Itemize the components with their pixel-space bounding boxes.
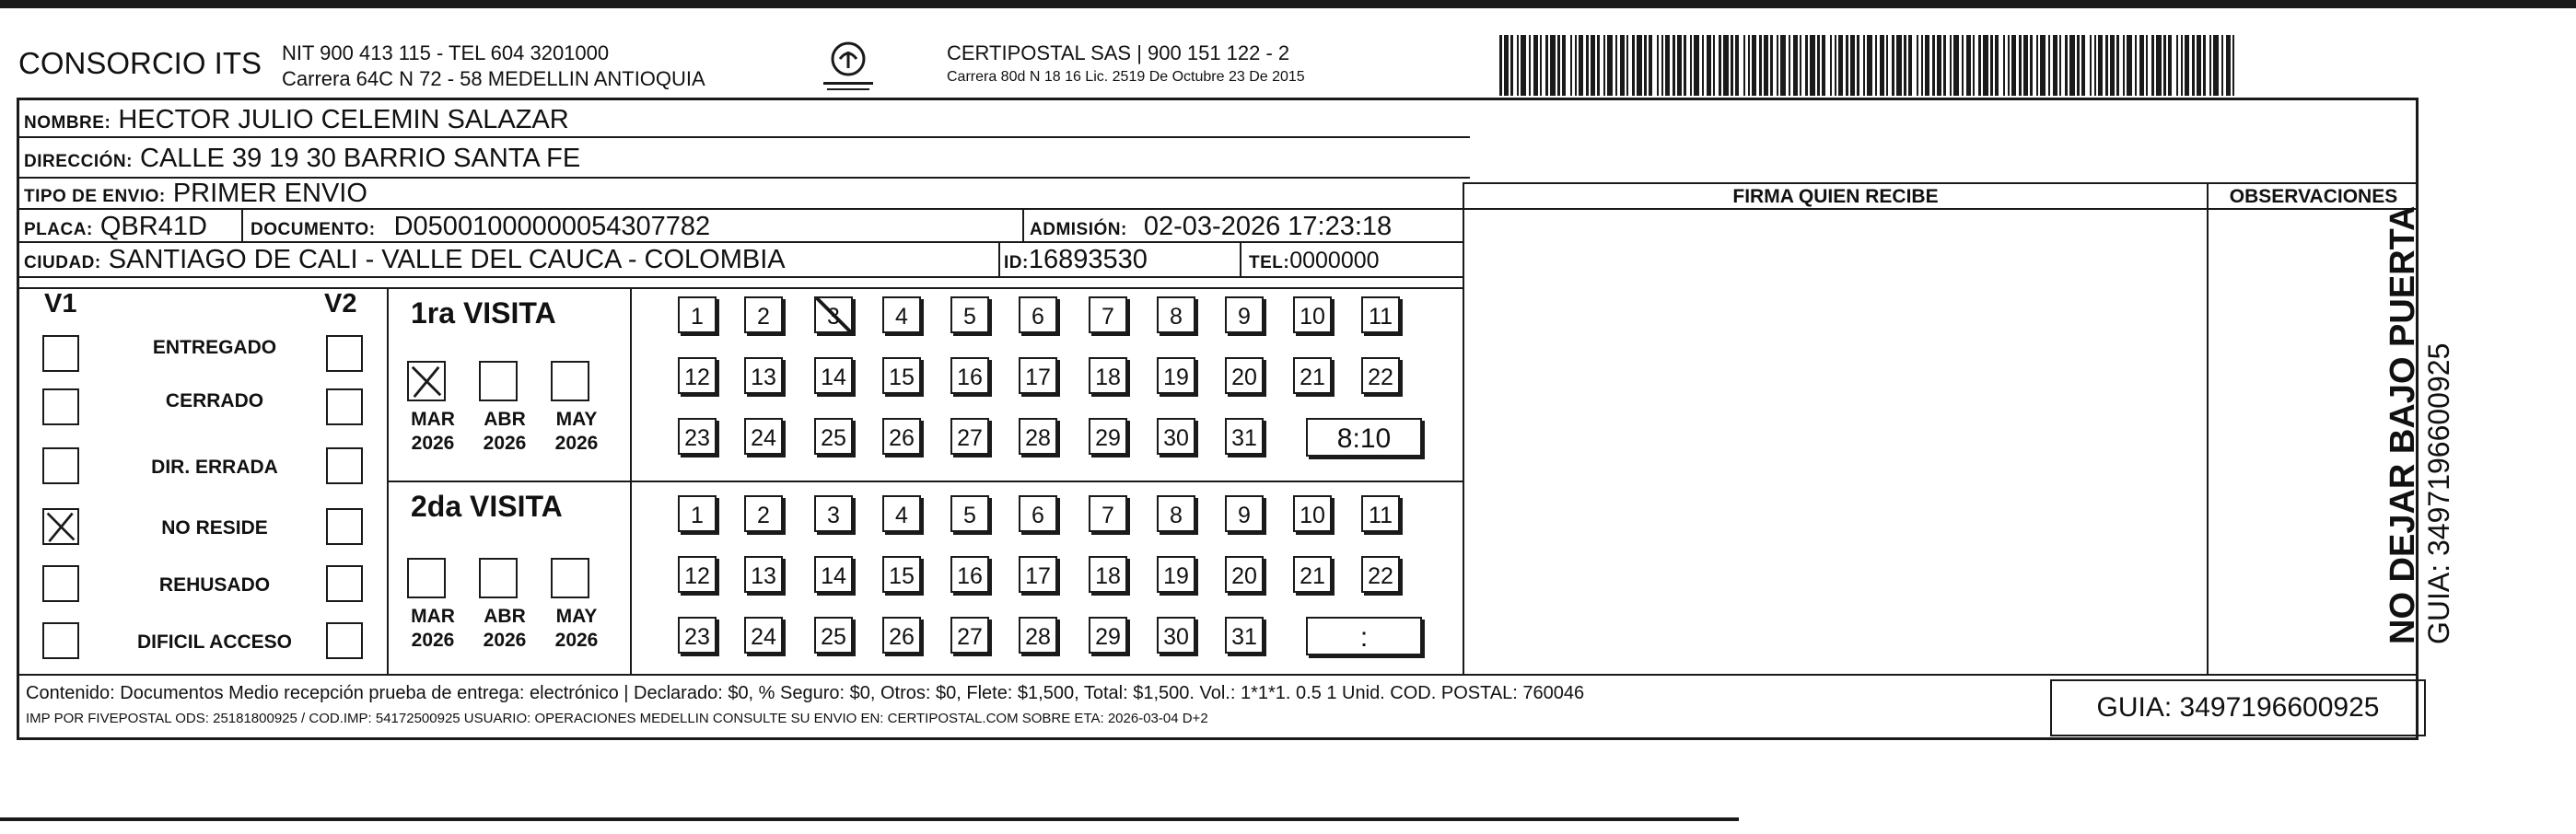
barcode-bar	[2105, 35, 2108, 96]
barcode-bar	[2065, 35, 2068, 96]
barcode-bar	[1995, 35, 1999, 96]
first-visit-day: 28	[1019, 418, 1057, 455]
second-visit-day: 25	[814, 617, 853, 654]
year-label: 2026	[483, 630, 527, 651]
barcode-bar	[1838, 35, 1843, 96]
barcode-bar	[1591, 35, 1595, 96]
status-label: DIFICIL ACCESO	[136, 631, 292, 653]
first-visit-day: 18	[1089, 357, 1127, 394]
second-visit-day: 22	[1361, 556, 1400, 593]
second-visit-month-box	[479, 558, 518, 598]
barcode-bar	[1665, 35, 1670, 96]
v2-checkbox	[326, 508, 363, 545]
no-dejar-warning: NO DEJAR BAJO PUERTA	[2384, 205, 2422, 644]
barcode-bar	[1533, 35, 1538, 96]
first-visit-day: 29	[1089, 418, 1127, 455]
barcode-bar	[2094, 35, 2096, 96]
v2-checkbox	[326, 622, 363, 659]
documento-cell	[251, 212, 710, 245]
barcode-bar	[1657, 35, 1659, 96]
first-visit-day: 11	[1361, 296, 1400, 333]
guia-box: GUIA: 3497196600925	[2050, 679, 2426, 736]
barcode-bar	[1557, 35, 1560, 96]
second-visit-day: 28	[1019, 617, 1057, 654]
year-label: 2026	[554, 630, 599, 651]
visit-split-line	[387, 481, 1464, 482]
barcode-bar	[1707, 35, 1711, 96]
second-visit-day: 11	[1361, 495, 1400, 532]
barcode-bar	[1950, 35, 1952, 96]
barcode-bar	[1504, 35, 1509, 96]
tipo-row	[24, 179, 367, 212]
second-visit-day: 13	[744, 556, 783, 593]
first-visit-day: 13	[744, 357, 783, 394]
second-visit-day: 17	[1019, 556, 1057, 593]
barcode-bar	[2048, 35, 2050, 96]
address-line: Carrera 64C N 72 - 58 MEDELLIN ANTIOQUIA	[282, 67, 705, 90]
barcode-bar	[1529, 35, 1531, 96]
barcode-bar	[1540, 35, 1542, 96]
barcode-bar	[1661, 35, 1663, 96]
barcode-bar	[1937, 35, 1941, 96]
barcode-bar	[2163, 35, 2166, 96]
barcode-bar	[1908, 35, 1912, 96]
first-visit-day: 9	[1225, 296, 1264, 333]
barcode-bar	[1793, 35, 1798, 96]
barcode-bar	[1921, 35, 1923, 96]
tipo-value: PRIMER ENVIO	[172, 179, 367, 208]
second-visit-day: 2	[744, 495, 783, 532]
barcode-bar	[1684, 35, 1686, 96]
first-visit-day: 21	[1293, 357, 1332, 394]
barcode-bar	[2003, 35, 2005, 96]
barcode-bar	[1822, 35, 1825, 96]
direccion-value: CALLE 39 19 30 BARRIO SANTA FE	[140, 144, 581, 173]
barcode-bar	[1810, 35, 1815, 96]
nombre-label: NOMBRE:	[24, 113, 111, 133]
ciudad-cell	[24, 245, 786, 278]
barcode-bar	[1644, 35, 1647, 96]
v2-checkbox	[326, 447, 363, 484]
status-label: NO RESIDE	[161, 517, 268, 539]
barcode-bar	[1620, 35, 1625, 96]
barcode-bar	[1896, 35, 1902, 96]
year-label: 2026	[483, 433, 527, 454]
tel-cell	[1249, 245, 1380, 278]
barcode-bar	[1677, 35, 1682, 96]
barcode-bar	[1850, 35, 1855, 96]
barcode-bar	[1925, 35, 1929, 96]
first-visit-day: 25	[814, 418, 853, 455]
footer-print-line: IMP POR FIVEPOSTAL ODS: 25181800925 / COD.IMP: 54172500925 USUARIO: OPERACIONES MEDELLIN CONSULTE SU ENVIO EN: CERTIPOSTAL.COM SOBRE ETA: 2026-03-04 D+2	[26, 711, 1208, 726]
barcode-bar	[1690, 35, 1692, 96]
month-label: MAY	[555, 409, 598, 430]
barcode-bar	[2226, 35, 2231, 96]
ciudad-label: CIUDAD:	[24, 253, 101, 272]
first-visit-day: 1	[678, 296, 717, 333]
barcode-bar	[2146, 35, 2148, 96]
barcode-bar	[1607, 35, 1613, 96]
ciudad-value: SANTIAGO DE CALI - VALLE DEL CAUCA - COLOMBIA	[108, 245, 786, 274]
first-visit-day: 5	[950, 296, 989, 333]
cell-divider	[1240, 243, 1241, 276]
second-visit-day: 8	[1157, 495, 1195, 532]
barcode-bar	[2232, 35, 2234, 96]
tel-label: TEL:	[1249, 253, 1290, 272]
barcode-bar	[1597, 35, 1600, 96]
footer-line	[17, 674, 2419, 676]
first-visit-day: 14	[814, 357, 853, 394]
second-visit-day: 23	[678, 617, 717, 654]
placa-value: QBR41D	[99, 212, 207, 241]
second-visit-day: 26	[882, 617, 921, 654]
second-visit-day: 21	[1293, 556, 1332, 593]
second-visit-day: 3	[814, 495, 853, 532]
barcode-bar	[1789, 35, 1790, 96]
first-visit-month-box	[479, 361, 518, 401]
year-label: 2026	[411, 433, 455, 454]
row-divider	[17, 208, 2419, 210]
courier-info	[947, 41, 1305, 88]
barcode-bar	[1990, 35, 1993, 96]
barcode-bar	[1748, 35, 1750, 96]
barcode-bar	[2181, 35, 2183, 96]
first-visit-day: 22	[1361, 357, 1400, 394]
barcode-bar	[1550, 35, 1556, 96]
barcode-bar	[2008, 35, 2010, 96]
barcode-bar	[1713, 35, 1715, 96]
barcode-bar	[1846, 35, 1848, 96]
v2-checkbox	[326, 335, 363, 372]
barcode-bar	[1521, 35, 1526, 96]
barcode-bar	[1752, 35, 1756, 96]
barcode-bar	[2030, 35, 2033, 96]
v1-checkbox	[42, 447, 79, 484]
first-visit-day: 3	[814, 296, 853, 333]
barcode-bar	[2090, 35, 2092, 96]
second-visit-day: 10	[1293, 495, 1332, 532]
first-visit-day: 30	[1157, 418, 1195, 455]
v2-checkbox	[326, 565, 363, 602]
second-visit-title: 2da VISITA	[411, 490, 563, 523]
tel-value: 0000000	[1289, 248, 1380, 273]
barcode-bar	[1719, 35, 1721, 96]
cell-divider	[241, 210, 243, 241]
month-label: MAR	[411, 409, 455, 430]
frame-edge	[2417, 138, 2419, 182]
barcode-bar	[1863, 35, 1865, 96]
observaciones-header: OBSERVACIONES	[2229, 186, 2398, 207]
barcode-bar	[1649, 35, 1652, 96]
barcode-bar	[1777, 35, 1778, 96]
barcode-bar	[1770, 35, 1773, 96]
barcode-bar	[2077, 35, 2080, 96]
barcode-bar	[1780, 35, 1786, 96]
first-visit-day: 31	[1225, 418, 1264, 455]
barcode-bar	[1570, 35, 1572, 96]
barcode-bar	[1499, 35, 1502, 96]
barcode-bar	[2011, 35, 2016, 96]
first-visit-day: 2	[744, 296, 783, 333]
second-visit-day: 1	[678, 495, 717, 532]
tipo-label: TIPO DE ENVIO:	[24, 187, 166, 206]
first-visit-month-box	[551, 361, 589, 401]
nit-line: NIT 900 413 115 - TEL 604 3201000	[282, 41, 610, 64]
second-visit-day: 30	[1157, 617, 1195, 654]
top-border	[0, 0, 2576, 8]
barcode-bar	[2023, 35, 2028, 96]
barcode-bar	[2123, 35, 2125, 96]
barcode-bar	[1904, 35, 1906, 96]
v1-checkbox	[42, 565, 79, 602]
placa-cell	[24, 212, 207, 245]
barcode-bar	[1615, 35, 1617, 96]
documento-label: DOCUMENTO:	[251, 220, 376, 239]
barcode-bar	[1632, 35, 1635, 96]
second-visit-month-box	[551, 558, 589, 598]
second-visit-day: 7	[1089, 495, 1127, 532]
barcode-bar	[2053, 35, 2057, 96]
footer-content-line: Contenido: Documentos Medio recepción prueba de entrega: electrónico | Declarado: $0, % Seguro: $0, Otros: $0, Flete: $1,500, Total: $1,500. Vol.: 1*1*1. 0.5 1 Unid. COD. POSTAL: 760046	[26, 683, 1585, 703]
second-visit-day: 5	[950, 495, 989, 532]
v1-header: V1	[44, 289, 77, 319]
v2-checkbox	[326, 388, 363, 425]
barcode-bar	[2116, 35, 2119, 96]
nombre-row	[24, 105, 569, 138]
first-visit-day: 7	[1089, 296, 1127, 333]
first-visit-day: 4	[882, 296, 921, 333]
second-visit-day: 31	[1225, 617, 1264, 654]
direccion-row	[24, 144, 580, 177]
first-visit-day: 23	[678, 418, 717, 455]
year-label: 2026	[554, 433, 599, 454]
first-visit-day: 16	[950, 357, 989, 394]
barcode-bar	[1962, 35, 1964, 96]
barcode-bar	[1545, 35, 1548, 96]
id-label: ID:	[1004, 253, 1029, 272]
second-visit-day: 15	[882, 556, 921, 593]
barcode-bar	[1835, 35, 1836, 96]
certipostal-logo	[818, 39, 879, 101]
barcode-bar	[2213, 35, 2219, 96]
barcode-bar	[1562, 35, 1566, 96]
side-text	[2384, 206, 2455, 644]
barcode-bar	[1626, 35, 1628, 96]
barcode-bar	[1943, 35, 1946, 96]
barcode-bar	[1575, 35, 1577, 96]
status-label: ENTREGADO	[152, 337, 277, 358]
barcode-bar	[1800, 35, 1801, 96]
second-visit-day: 19	[1157, 556, 1195, 593]
barcode-bar	[1759, 35, 1762, 96]
barcode-bar	[1702, 35, 1704, 96]
month-label: ABR	[484, 606, 526, 627]
second-visit-month-box	[407, 558, 446, 598]
barcode-bar	[2185, 35, 2189, 96]
barcode-bar	[2040, 35, 2046, 96]
first-visit-day: 8	[1157, 296, 1195, 333]
second-visit-day: 24	[744, 617, 783, 654]
barcode-bar	[1983, 35, 1988, 96]
barcode-bar	[2176, 35, 2178, 96]
second-visit-day: 16	[950, 556, 989, 593]
v1-checkbox	[42, 335, 79, 372]
v1-checkbox	[42, 508, 79, 545]
barcode-bar	[1953, 35, 1959, 96]
firma-header: FIRMA QUIEN RECIBE	[1732, 186, 1939, 207]
barcode-bar	[2019, 35, 2022, 96]
firma-column-divider	[1463, 182, 1464, 674]
barcode-bar	[1886, 35, 1888, 96]
cell-divider	[998, 243, 1000, 276]
id-cell	[1004, 245, 1148, 278]
barcode-bar	[1735, 35, 1739, 96]
first-visit-day: 17	[1019, 357, 1057, 394]
barcode-bar	[1932, 35, 1935, 96]
barcode-bar	[1875, 35, 1877, 96]
barcode-bar	[2036, 35, 2038, 96]
company-name: CONSORCIO ITS	[18, 46, 262, 80]
courier-address: Carrera 80d N 18 16 Lic. 2519 De Octubre 23 De 2015	[947, 69, 1305, 85]
first-visit-day: 19	[1157, 357, 1195, 394]
row-divider	[17, 287, 1464, 289]
columns-header-line	[1464, 182, 2419, 184]
first-visit-day: 26	[882, 418, 921, 455]
first-visit-day: 10	[1293, 296, 1332, 333]
id-value: 16893530	[1028, 245, 1148, 274]
company-info	[282, 41, 705, 92]
second-visit-day: 6	[1019, 495, 1057, 532]
barcode	[1499, 35, 2238, 96]
first-visit-day: 12	[678, 357, 717, 394]
barcode-bar	[2151, 35, 2154, 96]
barcode-bar	[1973, 35, 1975, 96]
barcode-bar	[1966, 35, 1971, 96]
month-label: MAR	[411, 606, 455, 627]
first-visit-day: 15	[882, 357, 921, 394]
second-visit-day: 27	[950, 617, 989, 654]
first-visit-month-box	[407, 361, 446, 401]
status-label: DIR. ERRADA	[151, 457, 278, 478]
barcode-bar	[1723, 35, 1729, 96]
barcode-bar	[1917, 35, 1918, 96]
second-visit-day: 14	[814, 556, 853, 593]
barcode-bar	[1694, 35, 1699, 96]
second-visit-day: 12	[678, 556, 717, 593]
barcode-bar	[1867, 35, 1872, 96]
barcode-bar	[1517, 35, 1519, 96]
barcode-bar	[2192, 35, 2195, 96]
second-visit-day: 9	[1225, 495, 1264, 532]
first-visit-day: 24	[744, 418, 783, 455]
admision-value: 02-03-2026 17:23:18	[1143, 212, 1393, 241]
barcode-bar	[1830, 35, 1832, 96]
first-visit-time: 8:10	[1306, 418, 1422, 457]
observaciones-column-divider	[2207, 182, 2209, 674]
second-visit-day: 20	[1225, 556, 1264, 593]
bottom-border	[0, 817, 1739, 821]
direccion-label: DIRECCIÓN:	[24, 152, 133, 171]
barcode-bar	[1603, 35, 1605, 96]
month-label: MAY	[555, 606, 598, 627]
barcode-bar	[2069, 35, 2075, 96]
barcode-bar	[1764, 35, 1768, 96]
barcode-bar	[1579, 35, 1583, 96]
barcode-bar	[1673, 35, 1675, 96]
barcode-bar	[2209, 35, 2211, 96]
barcode-bar	[2127, 35, 2132, 96]
documento-value: D05001000000054307782	[393, 212, 711, 241]
courier-line: CERTIPOSTAL SAS | 900 151 122 - 2	[947, 41, 1290, 64]
barcode-bar	[1892, 35, 1894, 96]
barcode-bar	[2110, 35, 2115, 96]
second-visit-day: 4	[882, 495, 921, 532]
barcode-bar	[2203, 35, 2206, 96]
barcode-bar	[2221, 35, 2223, 96]
first-visit-day: 20	[1225, 357, 1264, 394]
admision-label: ADMISIÓN:	[1030, 220, 1127, 239]
barcode-bar	[1805, 35, 1808, 96]
barcode-bar	[2135, 35, 2137, 96]
barcode-bar	[2156, 35, 2162, 96]
nombre-value: HECTOR JULIO CELEMIN SALAZAR	[118, 105, 569, 134]
barcode-bar	[2098, 35, 2103, 96]
first-visit-day: 27	[950, 418, 989, 455]
barcode-bar	[2168, 35, 2172, 96]
barcode-bar	[1637, 35, 1642, 96]
side-guia: GUIA: 3497196600925	[2422, 342, 2455, 644]
barcode-bar	[2059, 35, 2061, 96]
v1-checkbox	[42, 388, 79, 425]
status-label: REHUSADO	[158, 574, 271, 596]
placa-label: PLACA:	[24, 220, 93, 239]
cell-divider	[1022, 210, 1024, 241]
barcode-bar	[1510, 35, 1513, 96]
admision-cell	[1030, 212, 1392, 245]
barcode-bar	[1731, 35, 1733, 96]
barcode-bar	[1978, 35, 1981, 96]
second-visit-day: 18	[1089, 556, 1127, 593]
first-visit-day: 6	[1019, 296, 1057, 333]
first-visit-title: 1ra VISITA	[411, 296, 556, 330]
v2-header: V2	[324, 289, 357, 319]
second-visit-day: 29	[1089, 617, 1127, 654]
barcode-bar	[2081, 35, 2085, 96]
barcode-bar	[1586, 35, 1589, 96]
barcode-bar	[1817, 35, 1820, 96]
second-visit-time: :	[1306, 617, 1422, 655]
barcode-bar	[1857, 35, 1859, 96]
month-label: ABR	[484, 409, 526, 430]
barcode-bar	[1743, 35, 1745, 96]
status-label: CERRADO	[165, 390, 264, 411]
barcode-bar	[1880, 35, 1884, 96]
v1-checkbox	[42, 622, 79, 659]
barcode-bar	[2139, 35, 2144, 96]
year-label: 2026	[411, 630, 455, 651]
barcode-bar	[2197, 35, 2201, 96]
